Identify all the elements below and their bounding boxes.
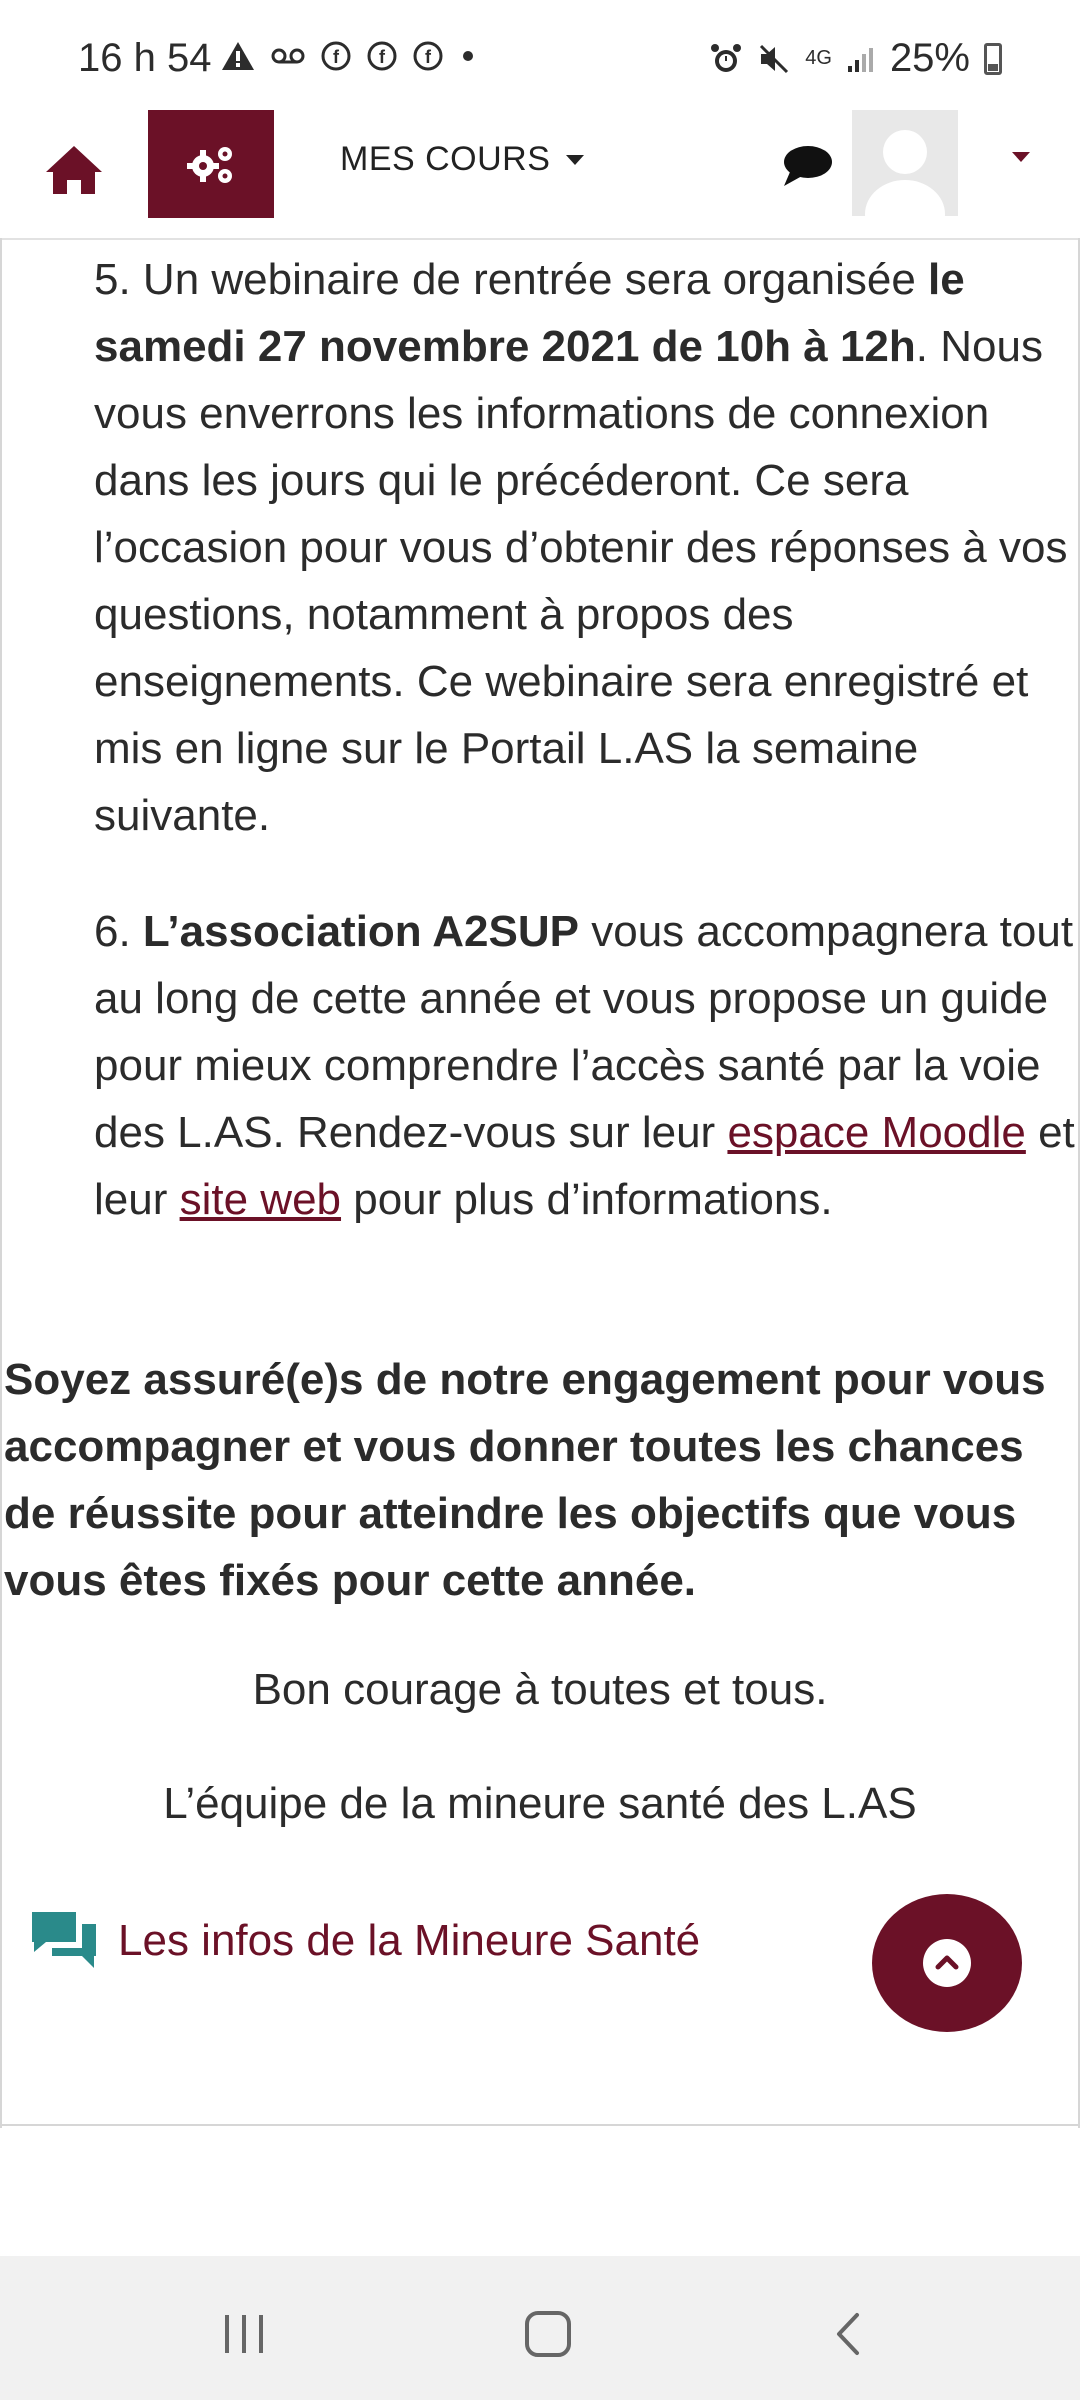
item5-text: 5. Un webinaire de rentrée sera organisée bbox=[94, 255, 929, 304]
battery-percent: 25% bbox=[889, 36, 970, 80]
page-content bbox=[0, 238, 1080, 2128]
alarm-icon bbox=[709, 42, 743, 76]
forum-icon bbox=[28, 1908, 100, 1974]
recent-apps-button[interactable] bbox=[214, 2304, 274, 2364]
item6-text: vous accompagnera tout au long de cette année et vous propose un guide pour mieux comprendre l’accès santé par la voie des L.AS. Rendez-vous sur leur bbox=[94, 907, 1074, 1157]
status-notification-icons bbox=[220, 40, 478, 72]
recent-apps-icon bbox=[219, 2309, 269, 2359]
svg-text:f: f bbox=[425, 47, 431, 67]
mute-icon bbox=[757, 42, 791, 76]
item6-text-2: et leur bbox=[94, 1108, 1075, 1224]
svg-text:f: f bbox=[333, 47, 339, 67]
user-menu-chevron-icon[interactable] bbox=[1012, 152, 1030, 162]
svg-text:f: f bbox=[379, 47, 385, 67]
voicemail-icon bbox=[270, 46, 306, 66]
scroll-to-top-button[interactable] bbox=[872, 1894, 1022, 2032]
courage-text: Bon courage à toutes et tous. bbox=[252, 1665, 828, 1714]
user-avatar[interactable] bbox=[852, 110, 958, 216]
facebook-icon bbox=[320, 40, 352, 72]
espace-moodle-link[interactable]: espace Moodle bbox=[727, 1108, 1026, 1157]
facebook-icon bbox=[366, 40, 398, 72]
chevron-up-icon bbox=[923, 1939, 971, 1987]
back-button[interactable] bbox=[820, 2304, 880, 2364]
item5-date-bold: le samedi 27 novembre 2021 de 10h à 12h bbox=[94, 255, 965, 371]
user-icon bbox=[852, 110, 958, 216]
warning-icon bbox=[220, 40, 256, 72]
messages-icon[interactable] bbox=[780, 138, 834, 192]
app-navbar bbox=[0, 100, 1080, 240]
item6-association-bold: L’association A2SUP bbox=[142, 907, 579, 956]
list-item-webinaire bbox=[94, 246, 1080, 849]
facebook-icon bbox=[412, 40, 444, 72]
settings-button[interactable] bbox=[148, 110, 274, 218]
system-navigation-bar bbox=[0, 2256, 1080, 2400]
closing-statement: Soyez assuré(e)s de notre engagement pour vous accompagner et vous donner toutes les chances de réussite pour atteindre les objectifs que vous vous êtes fixés pour cette année. bbox=[4, 1355, 1046, 1605]
home-icon[interactable] bbox=[40, 136, 108, 204]
item5-text-continued: . Nous vous enverrons les informations de connexion dans les jours qui le précéderont. Ce sera l’occasion pour vous d’obtenir des réponses à vos questions, notamment à propos des enseignements. Ce webinaire sera enregistré et mis en ligne sur le Portail L.AS la semaine suivante. bbox=[94, 322, 1068, 840]
signature-text: L’équipe de la mineure santé des L.AS bbox=[163, 1779, 917, 1828]
back-chevron-icon bbox=[825, 2309, 875, 2359]
infos-mineure-link[interactable] bbox=[28, 1908, 700, 1974]
battery-icon bbox=[984, 43, 1002, 75]
infos-mineure-label: Les infos de la Mineure Santé bbox=[118, 1916, 701, 1965]
gears-icon bbox=[185, 142, 237, 186]
home-square-icon bbox=[523, 2309, 573, 2359]
site-web-link[interactable]: site web bbox=[179, 1175, 342, 1224]
dot-icon bbox=[458, 46, 478, 66]
mes-cours-label: MES COURS bbox=[340, 140, 551, 178]
network-type: 4G bbox=[805, 47, 832, 69]
item6-text-3: pour plus d’informations. bbox=[341, 1175, 833, 1224]
home-nav-button[interactable] bbox=[518, 2304, 578, 2364]
chevron-down-icon bbox=[566, 155, 584, 165]
list-item-association bbox=[94, 898, 1080, 1233]
signal-icon bbox=[846, 44, 876, 74]
section-divider bbox=[2, 2124, 1078, 2126]
status-time: 16 h 54 bbox=[78, 36, 212, 80]
status-system-icons bbox=[709, 36, 1002, 81]
item6-number: 6. bbox=[94, 907, 143, 956]
mes-cours-menu[interactable] bbox=[340, 140, 584, 179]
